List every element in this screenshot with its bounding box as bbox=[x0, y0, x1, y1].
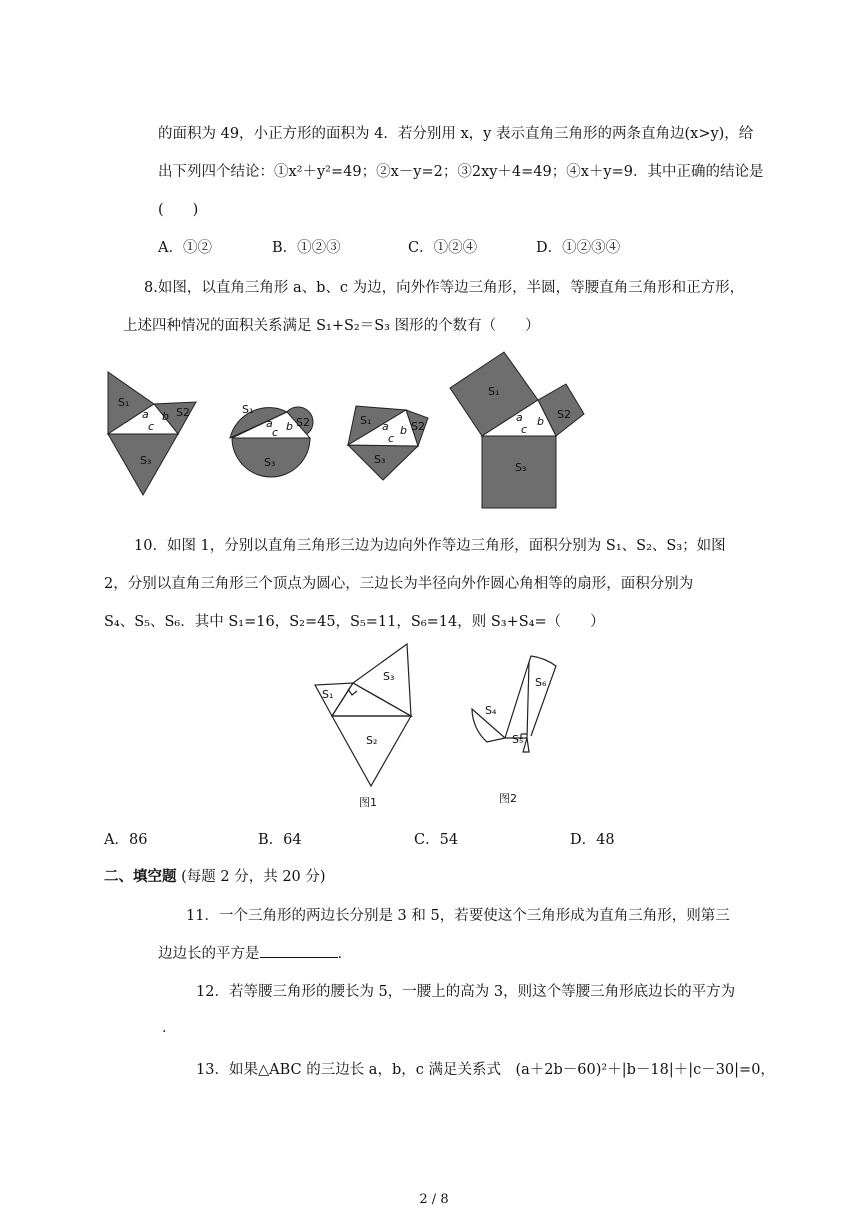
svg-text:S₂: S₂ bbox=[366, 734, 378, 747]
svg-text:S₁: S₁ bbox=[360, 414, 372, 427]
q12-line2: ． bbox=[162, 1020, 177, 1036]
q10-line1: 10．如图 1，分别以直角三角形三边为边向外作等边三角形，面积分别为 S₁、S₂、S₃；如图 bbox=[134, 538, 726, 554]
svg-text:S₃: S₃ bbox=[264, 456, 276, 469]
q10-line3: S₄、S₅、S₆．其中 S₁=16，S₂=45，S₅=11，S₆=14，则 S₃+S₄=（ ） bbox=[104, 614, 605, 630]
q7-line2: 出下列四个结论：①x²＋y²=49；②x－y=2；③2xy＋4=49；④x＋y=9．其中正确的结论是 bbox=[158, 164, 764, 180]
q10-figure-2 bbox=[465, 654, 565, 824]
q11-answer-blank[interactable] bbox=[260, 945, 338, 958]
page-number: 2 / 8 bbox=[419, 1192, 449, 1207]
svg-text:b: b bbox=[162, 410, 169, 423]
svg-text:S₃: S₃ bbox=[383, 670, 395, 683]
svg-text:a: a bbox=[142, 408, 149, 421]
svg-text:S₃: S₃ bbox=[515, 461, 527, 474]
q7-option-a: A．①② bbox=[158, 240, 212, 256]
svg-text:S₆: S₆ bbox=[535, 676, 547, 689]
q7-line1: 的面积为 49，小正方形的面积为 4．若分别用 x，y 表示直角三角形的两条直角边(x>y)，给 bbox=[158, 126, 754, 142]
section2-title: 二、填空题 bbox=[104, 868, 177, 885]
svg-text:c: c bbox=[272, 426, 279, 439]
svg-text:S₁: S₁ bbox=[488, 385, 500, 398]
q7-option-c: C．①②④ bbox=[408, 240, 478, 256]
svg-text:S₃: S₃ bbox=[374, 453, 386, 466]
q8-line2: 上述四种情况的面积关系满足 S₁+S₂＝S₃ 图形的个数有（ ） bbox=[123, 318, 540, 334]
q11-line2 bbox=[158, 942, 352, 963]
svg-text:c: c bbox=[388, 432, 395, 445]
svg-text:图1: 图1 bbox=[359, 796, 377, 809]
svg-text:图2: 图2 bbox=[499, 792, 517, 805]
q10-option-d: D．48 bbox=[570, 832, 615, 848]
svg-text:S2: S2 bbox=[296, 416, 310, 429]
q10-line2: 2，分别以直角三角形三个顶点为圆心，三边长为半径向外作圆心角相等的扇形，面积分别为 bbox=[104, 576, 694, 592]
svg-text:b: b bbox=[537, 415, 544, 428]
svg-text:S₄: S₄ bbox=[485, 704, 497, 717]
q7-option-b: B．①②③ bbox=[272, 240, 341, 256]
q7-option-d: D．①②③④ bbox=[536, 240, 621, 256]
svg-text:S2: S2 bbox=[557, 408, 571, 421]
q11-line2-end: ． bbox=[337, 946, 352, 962]
q11-line2-text: 边边长的平方是 bbox=[158, 946, 260, 962]
svg-text:S₁: S₁ bbox=[242, 403, 254, 416]
svg-text:S₁: S₁ bbox=[322, 688, 334, 701]
svg-text:S₅: S₅ bbox=[512, 733, 524, 746]
svg-text:S₃: S₃ bbox=[140, 454, 152, 467]
q10-option-a: A．86 bbox=[104, 832, 148, 848]
svg-text:a: a bbox=[266, 417, 273, 430]
q8-line1: 8.如图，以直角三角形 a、b、c 为边，向外作等边三角形，半圆，等腰直角三角形和正方形， bbox=[144, 280, 745, 296]
q10-figure-1 bbox=[305, 640, 425, 810]
svg-text:b: b bbox=[400, 424, 407, 437]
svg-text:a: a bbox=[382, 420, 389, 433]
svg-text:b: b bbox=[286, 420, 293, 433]
q10-option-c: C．54 bbox=[414, 832, 459, 848]
section2-note: (每题 2 分，共 20 分) bbox=[181, 869, 326, 885]
svg-text:a: a bbox=[516, 411, 523, 424]
svg-text:c: c bbox=[521, 423, 528, 436]
section2-heading bbox=[104, 865, 326, 886]
svg-text:S₁: S₁ bbox=[118, 396, 130, 409]
svg-text:S2: S2 bbox=[176, 406, 190, 419]
q7-line3: ( ) bbox=[158, 202, 199, 218]
q12-line1: 12．若等腰三角形的腰长为 5，一腰上的高为 3，则这个等腰三角形底边长的平方为 bbox=[196, 984, 736, 1000]
q8-figures bbox=[0, 350, 868, 510]
svg-text:S2: S2 bbox=[411, 420, 425, 433]
q11-line1: 11．一个三角形的两边长分别是 3 和 5，若要使这个三角形成为直角三角形，则第三 bbox=[186, 908, 730, 924]
q13-line1: 13．如果△ABC 的三边长 a，b，c 满足关系式 (a＋2b－60)²＋|b－18|＋|c－30|=0， bbox=[196, 1062, 775, 1078]
svg-text:c: c bbox=[148, 420, 155, 433]
q10-option-b: B．64 bbox=[258, 832, 302, 848]
